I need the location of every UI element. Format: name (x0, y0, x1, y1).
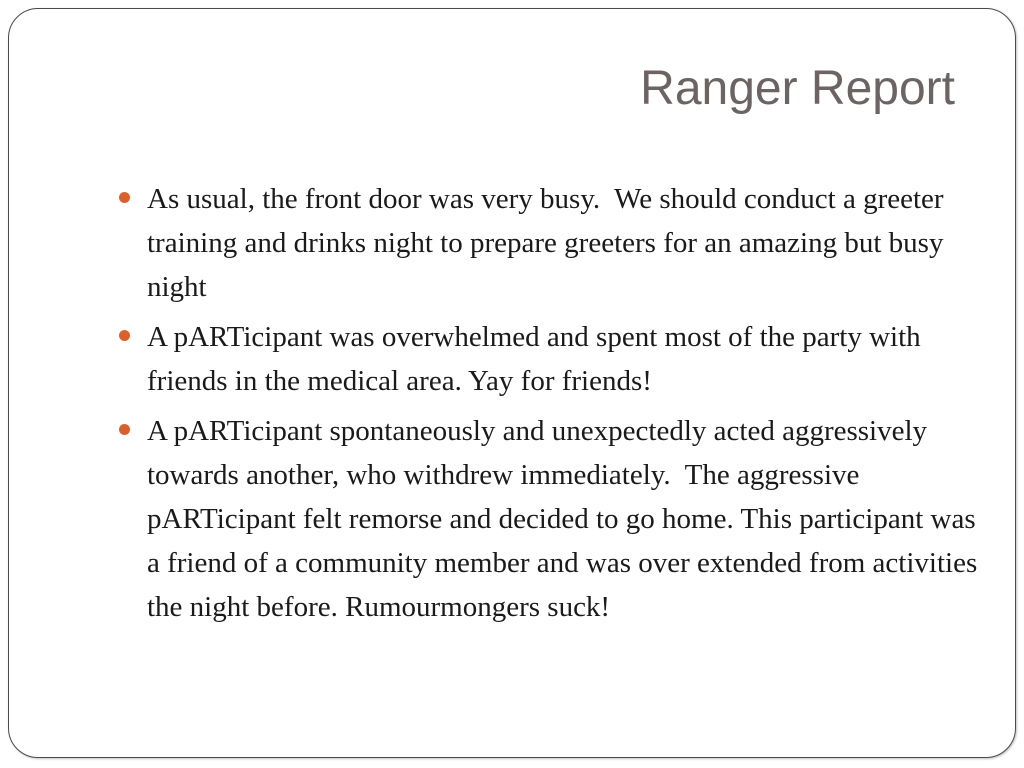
slide-frame (8, 8, 1016, 758)
bullet-text: As usual, the front door was very busy. We should conduct a greeter training and drinks night to prepare greeters for an amazing but busy night (147, 183, 951, 303)
bullet-item-1 (119, 177, 979, 309)
bullet-dot-icon (119, 192, 130, 203)
bullet-item-3 (119, 409, 985, 629)
bullet-list (119, 177, 985, 635)
bullet-item-2 (119, 315, 979, 403)
bullet-text: A pARTicipant spontaneously and unexpectedly acted aggressively towards another, who withdrew immediately. The aggressive pARTicipant felt remorse and decided to go home. This participant was a friend of a community member and was over extended from activities the night before. Rumourmongers suck! (147, 415, 985, 623)
slide-title: Ranger Report (640, 62, 955, 115)
bullet-text: A pARTicipant was overwhelmed and spent most of the party with friends in the medical area. Yay for friends! (147, 321, 936, 397)
bullet-dot-icon (119, 424, 130, 435)
bullet-dot-icon (119, 330, 130, 341)
